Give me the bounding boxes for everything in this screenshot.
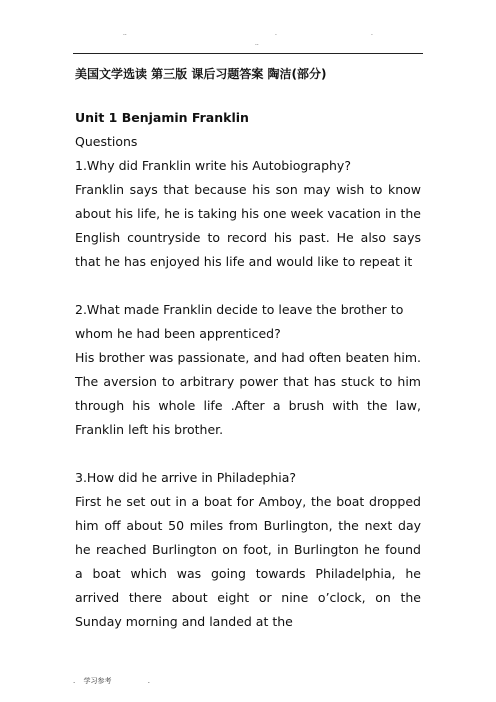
- page-footer: [73, 676, 150, 686]
- header-mark: ..: [123, 30, 127, 37]
- question-2: 2.What made Franklin decide to leave the brother to whom he had been apprenticed?: [75, 302, 404, 341]
- header-mark: .: [275, 30, 277, 37]
- answer-2: His brother was passionate, and had often beaten him. The aversion to arbitrary power that has stuck to him through his whole life .After a brush with the law, Franklin left his brother.: [75, 350, 421, 437]
- header-mark: .: [371, 30, 373, 37]
- footer-text: 学习参考: [83, 677, 112, 685]
- question-3: 3.How did he arrive in Philadephia?: [75, 470, 297, 485]
- footer-dot: .: [73, 677, 76, 685]
- paragraph-gap: [75, 442, 421, 466]
- document-title: 美国文学选读 第三版 课后习题答案 陶洁(部分): [75, 67, 327, 81]
- paragraph-gap: [75, 274, 421, 298]
- header-marks: [75, 30, 421, 47]
- header-divider: [73, 53, 423, 54]
- section-label: Questions: [75, 134, 138, 149]
- document-body: [75, 62, 421, 634]
- unit-title: Unit 1 Benjamin Franklin: [75, 110, 249, 125]
- question-1: 1.Why did Franklin write his Autobiography?: [75, 158, 351, 173]
- header-mark: ..: [255, 40, 259, 47]
- answer-1: Franklin says that because his son may wish to know about his life, he is taking his one week vacation in the English countryside to record his past. He also says that he has enjoyed his life and would like to repeat it: [75, 182, 421, 269]
- answer-3: First he set out in a boat for Amboy, the boat dropped him off about 50 miles from Burlington, the next day he reached Burlington on foot, in Burlington he found a boat which was going towards Philadelphia, he arrived there about eight or nine o’clock, on the Sunday morning and landed at the: [75, 494, 421, 629]
- footer-dot: .: [147, 677, 150, 685]
